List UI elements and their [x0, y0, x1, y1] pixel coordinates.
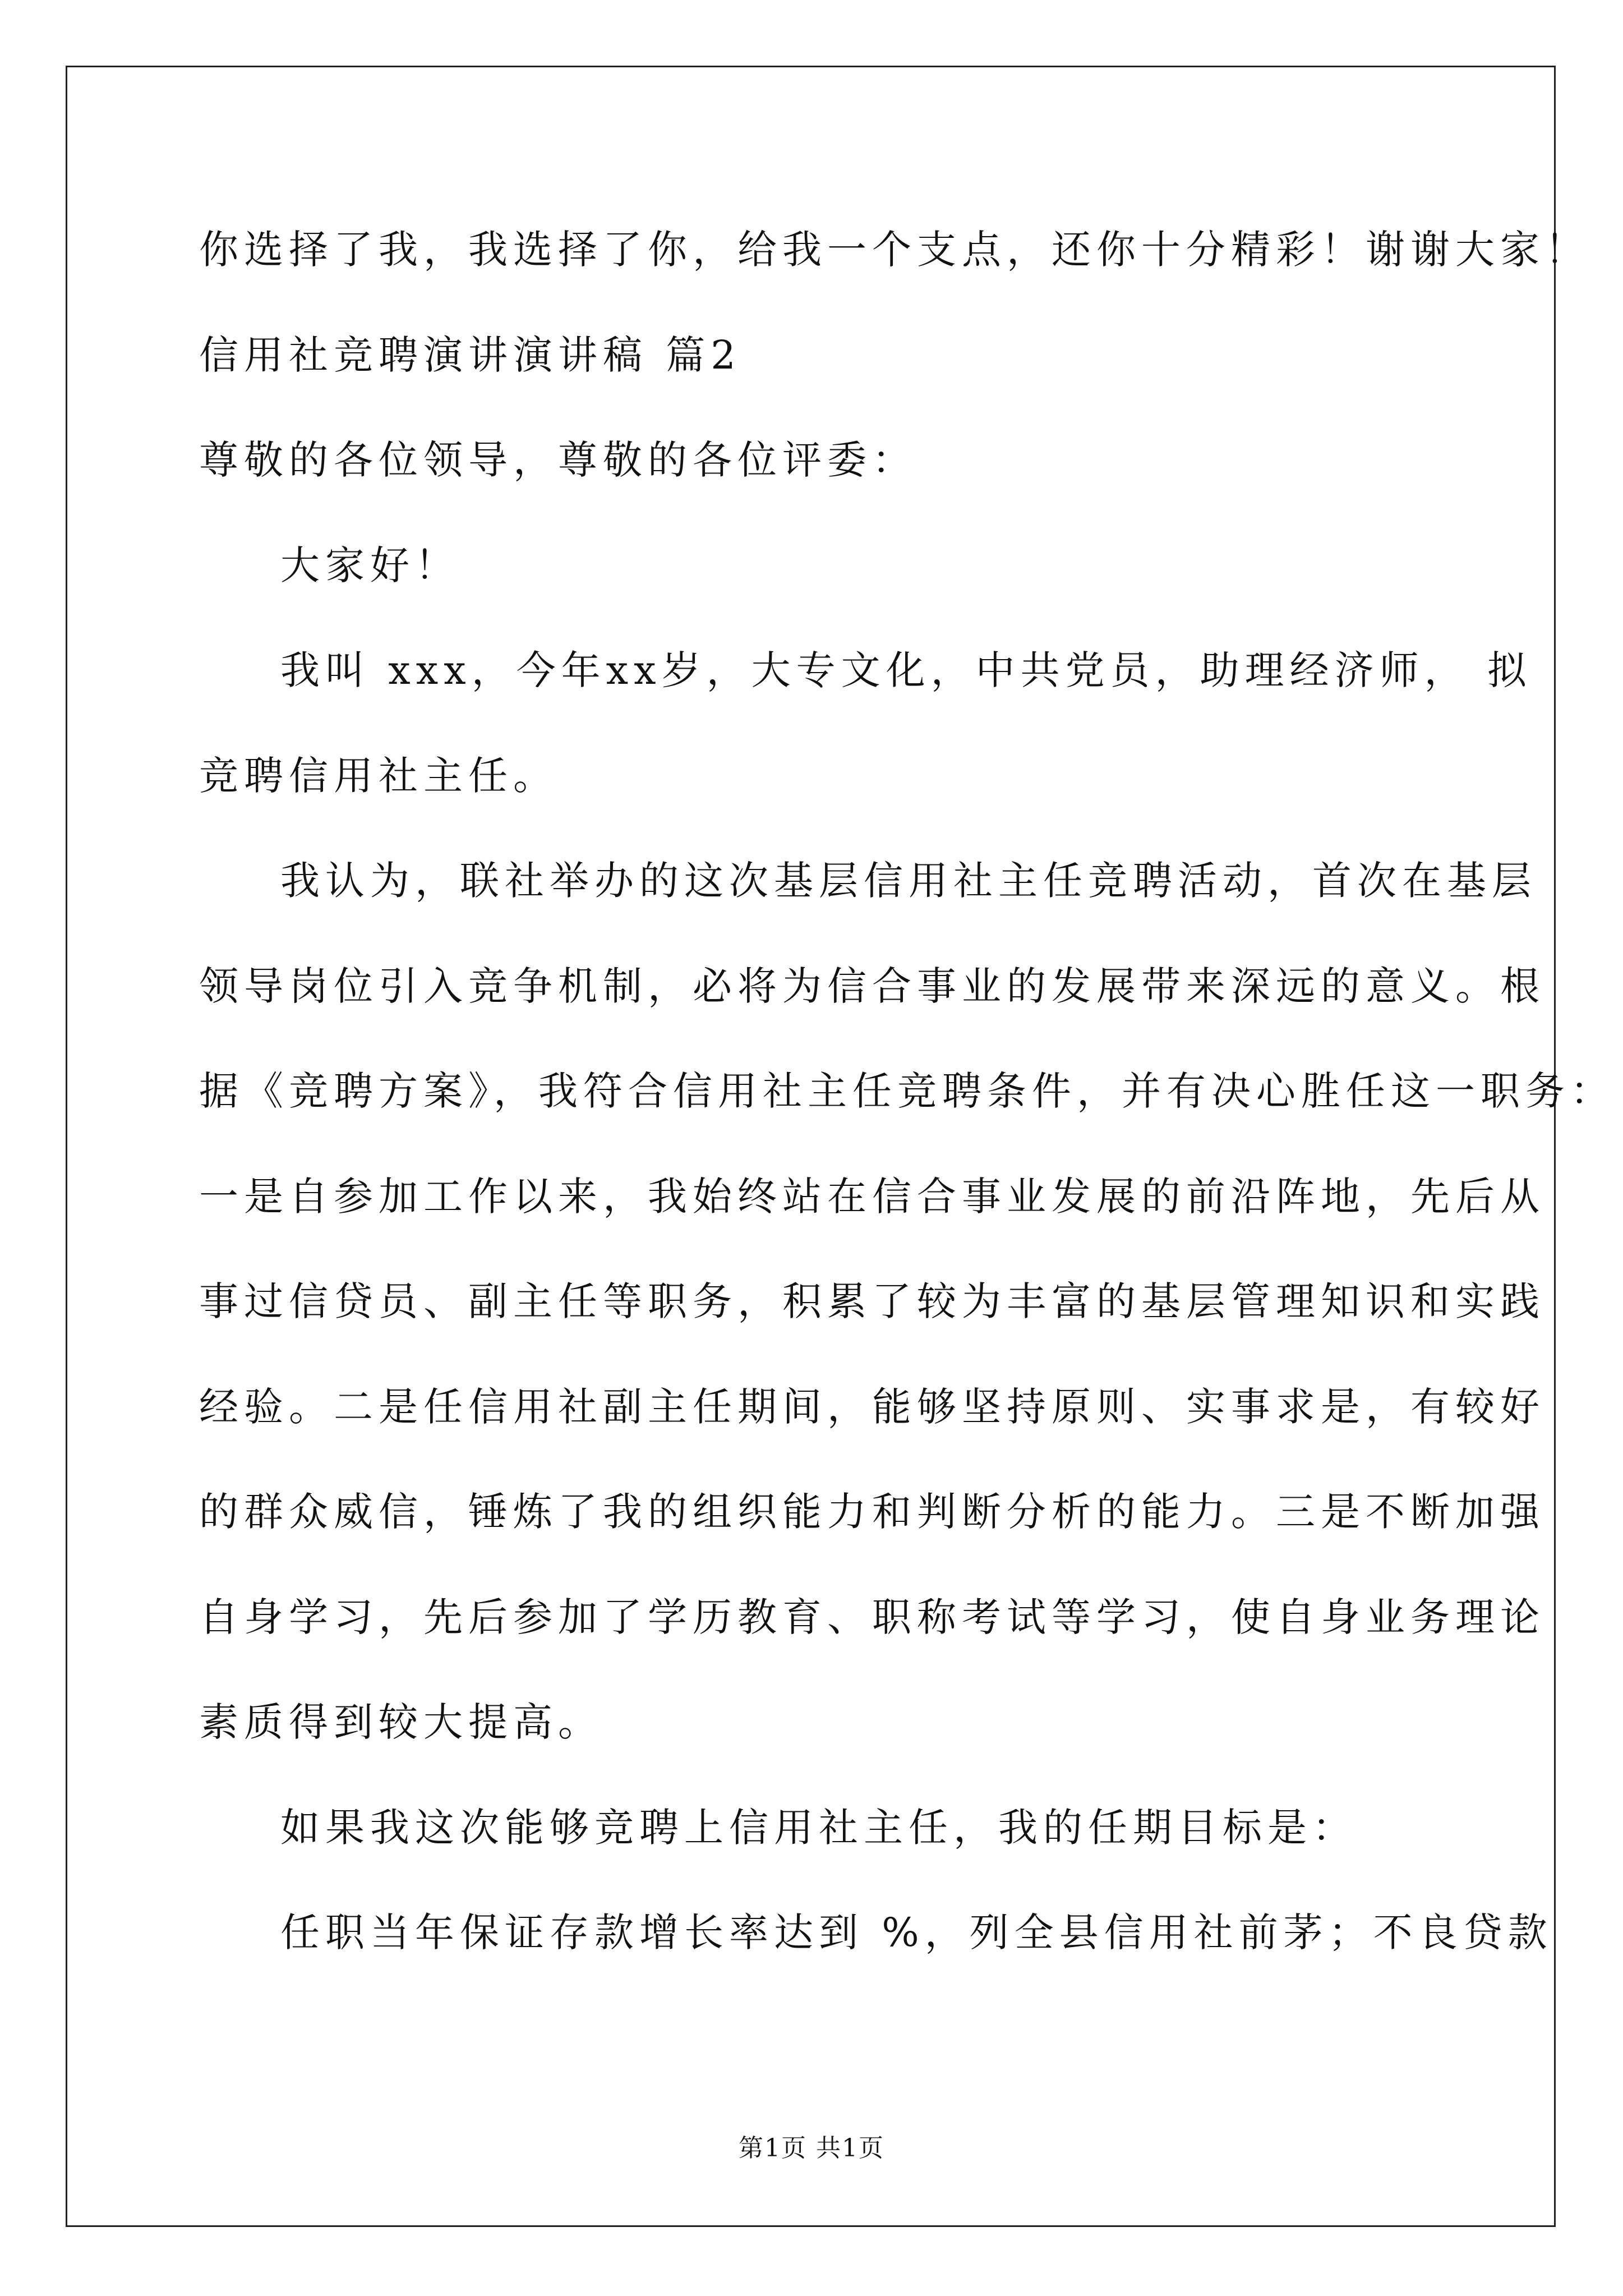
- salutation: 尊敬的各位领导，尊敬的各位评委：: [199, 437, 917, 483]
- intro-line-2: 竞聘信用社主任。: [199, 753, 558, 799]
- intro-line-1: 我叫 xxx，今年xx岁，大专文化，中共党员，助理经济师， 拟: [280, 647, 1532, 693]
- greeting: 大家好！: [280, 542, 460, 588]
- paragraph-line: 事过信贷员、副主任等职务，积累了较为丰富的基层管理知识和实践: [199, 1278, 1545, 1324]
- paragraph-line: 我认为，联社举办的这次基层信用社主任竞聘活动，首次在基层: [280, 858, 1537, 904]
- paragraph-line: 自身学习，先后参加了学历教育、职称考试等学习，使自身业务理论: [199, 1594, 1545, 1640]
- page-footer: 第1页 共1页: [739, 2134, 884, 2162]
- page-border: [66, 66, 1615, 2227]
- paragraph-line: 一是自参加工作以来，我始终站在信合事业发展的前沿阵地，先后从: [199, 1174, 1545, 1220]
- paragraph-line: 据《竞聘方案》，我符合信用社主任竞聘条件，并有决心胜任这一职务：: [199, 1068, 1615, 1114]
- goals-intro: 如果我这次能够竞聘上信用社主任，我的任期目标是：: [280, 1805, 1357, 1851]
- paragraph-line: 的群众威信，锤炼了我的组织能力和判断分析的能力。三是不断加强: [199, 1489, 1545, 1535]
- paragraph-line: 经验。二是任信用社副主任期间，能够坚持原则、实事求是，有较好: [199, 1384, 1545, 1430]
- section-heading: 信用社竞聘演讲演讲稿 篇2: [199, 332, 741, 378]
- closing-line: 你选择了我，我选择了你，给我一个支点，还你十分精彩！谢谢大家！: [199, 227, 1590, 273]
- paragraph-line: 素质得到较大提高。: [199, 1699, 603, 1745]
- goals-line: 任职当年保证存款增长率达到 %，列全县信用社前茅；不良贷款: [280, 1910, 1553, 1955]
- paragraph-line: 领导岗位引入竞争机制，必将为信合事业的发展带来深远的意义。根: [199, 963, 1545, 1009]
